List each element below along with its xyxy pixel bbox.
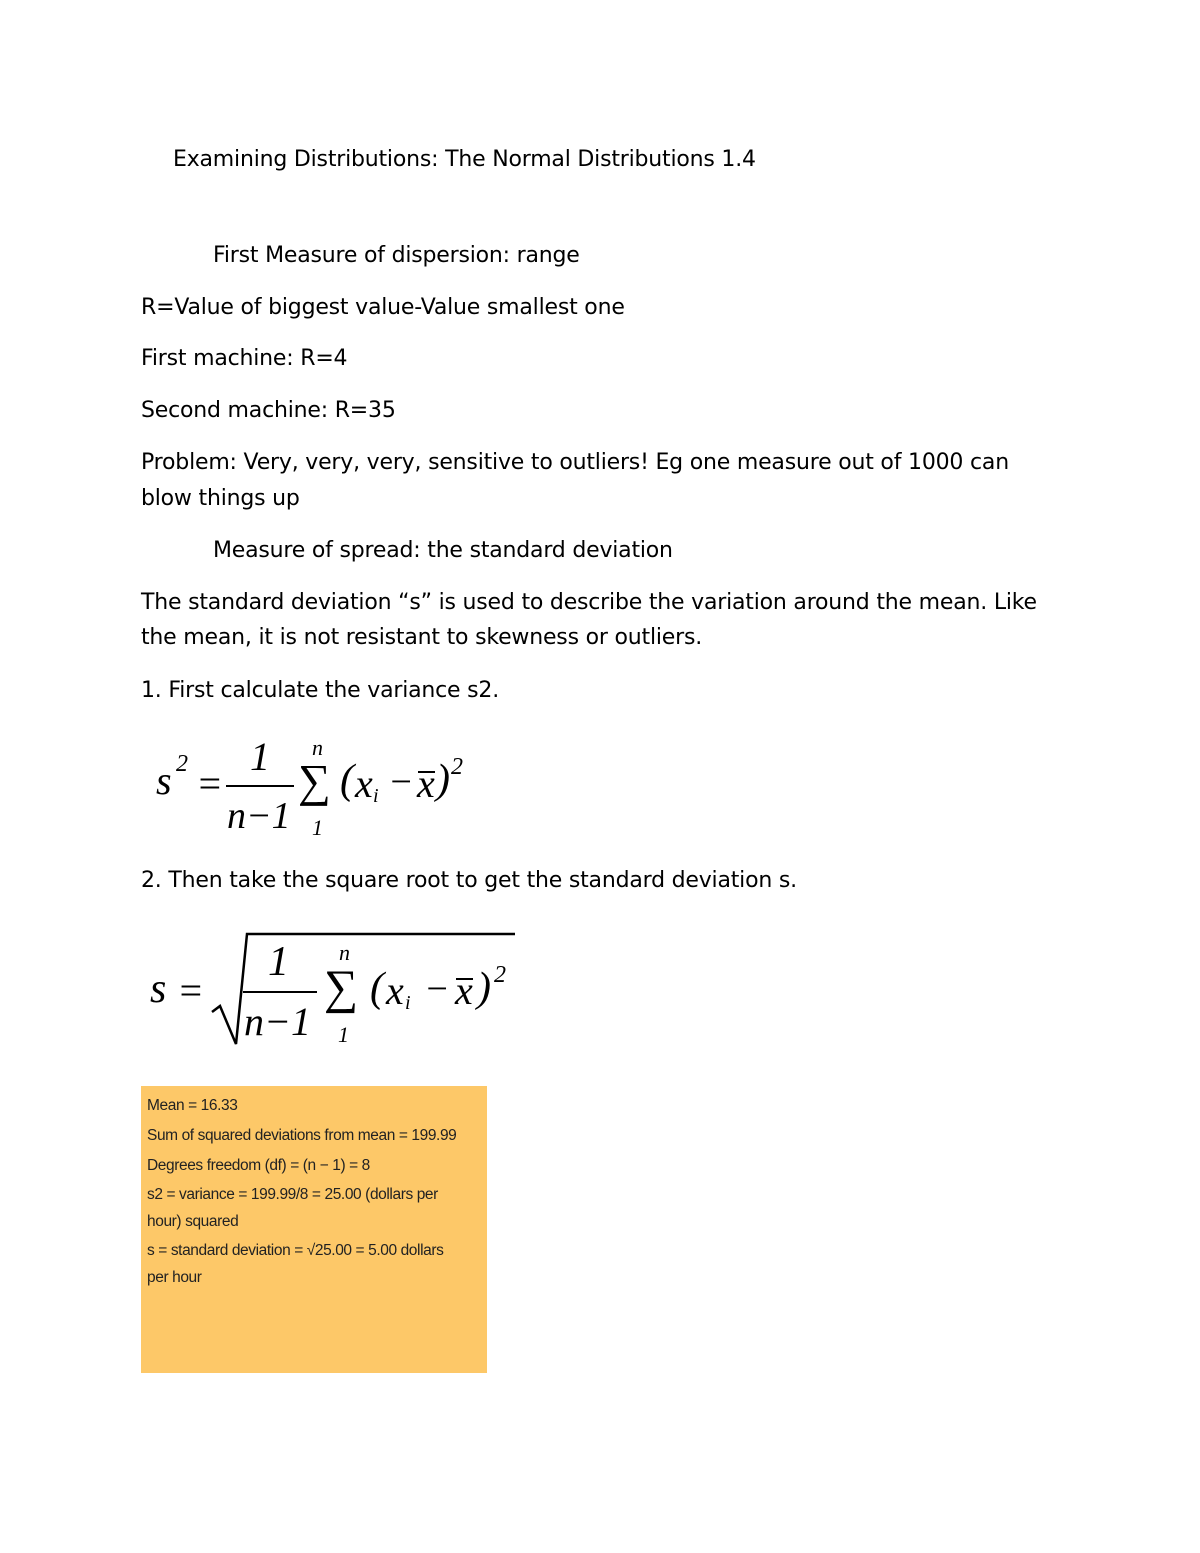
second-machine-range: Second machine: R=35 [141, 398, 396, 423]
problem-text-line2: blow things up [141, 486, 300, 511]
step-2-text: 2. Then take the square root to get the standard deviation s. [141, 868, 797, 893]
sd-open-paren: ( [370, 965, 384, 1011]
sd-description-line2: the mean, it is not resistant to skewness or outliers. [141, 625, 703, 650]
example-line: s = standard deviation = √25.00 = 5.00 dollars [147, 1242, 444, 1259]
variance-subscript-i: i [373, 785, 379, 807]
sd-xi: x [386, 968, 404, 1013]
example-calculation-box [141, 1086, 487, 1373]
example-line: Sum of squared deviations from mean = 199.99 [147, 1127, 457, 1144]
sd-sum-bottom: 1 [338, 1022, 349, 1047]
example-line: s2 = variance = 199.99/8 = 25.00 (dollars per [147, 1186, 438, 1203]
sigma-icon: ∑ [298, 755, 331, 806]
sd-sum-top: n [339, 940, 350, 965]
problem-text-line1: Problem: Very, very, very, sensitive to outliers! Eg one measure out of 1000 can [141, 450, 1009, 475]
variance-numerator: 1 [250, 734, 270, 779]
example-line: hour) squared [147, 1213, 239, 1230]
variance-equals: = [196, 761, 223, 806]
sd-minus: − [424, 968, 450, 1010]
sd-subscript-i: i [405, 992, 411, 1014]
sd-denominator: n−1 [244, 999, 311, 1044]
example-line: per hour [147, 1269, 202, 1286]
variance-denominator: n−1 [227, 795, 291, 837]
sigma-icon: ∑ [324, 961, 359, 1014]
variance-open-paren: ( [340, 757, 354, 803]
example-line: Degrees freedom (df) = (n − 1) = 8 [147, 1157, 370, 1174]
first-machine-range: First machine: R=4 [141, 346, 348, 371]
sd-lhs: s [150, 966, 167, 1012]
sd-close-paren: ) [477, 965, 491, 1011]
variance-exponent: 2 [451, 754, 463, 780]
range-heading: First Measure of dispersion: range [213, 243, 580, 268]
sd-fraction-bar [243, 991, 317, 993]
example-line: Mean = 16.33 [147, 1097, 238, 1114]
spread-heading: Measure of spread: the standard deviation [213, 538, 673, 563]
step-1-text: 1. First calculate the variance s2. [141, 678, 500, 703]
variance-sum-top: n [312, 735, 323, 760]
sd-equals: = [177, 968, 204, 1013]
page-title: Examining Distributions: The Normal Distributions 1.4 [173, 147, 756, 172]
variance-xbar: x [417, 761, 435, 806]
variance-fraction-bar [226, 785, 294, 787]
variance-close-paren: ) [436, 757, 450, 803]
sd-description-line1: The standard deviation “s” is used to describe the variation around the mean. Like [141, 590, 1037, 615]
variance-minus: − [388, 761, 414, 803]
sd-numerator: 1 [268, 939, 289, 985]
range-definition: R=Value of biggest value-Value smallest one [141, 295, 625, 320]
variance-lhs-exponent: 2 [176, 751, 188, 777]
sd-xbar: x [455, 968, 473, 1013]
sd-exponent: 2 [494, 962, 506, 988]
variance-lhs: s [156, 758, 172, 803]
variance-xi: x [355, 761, 373, 806]
variance-sum-bottom: 1 [312, 815, 323, 840]
